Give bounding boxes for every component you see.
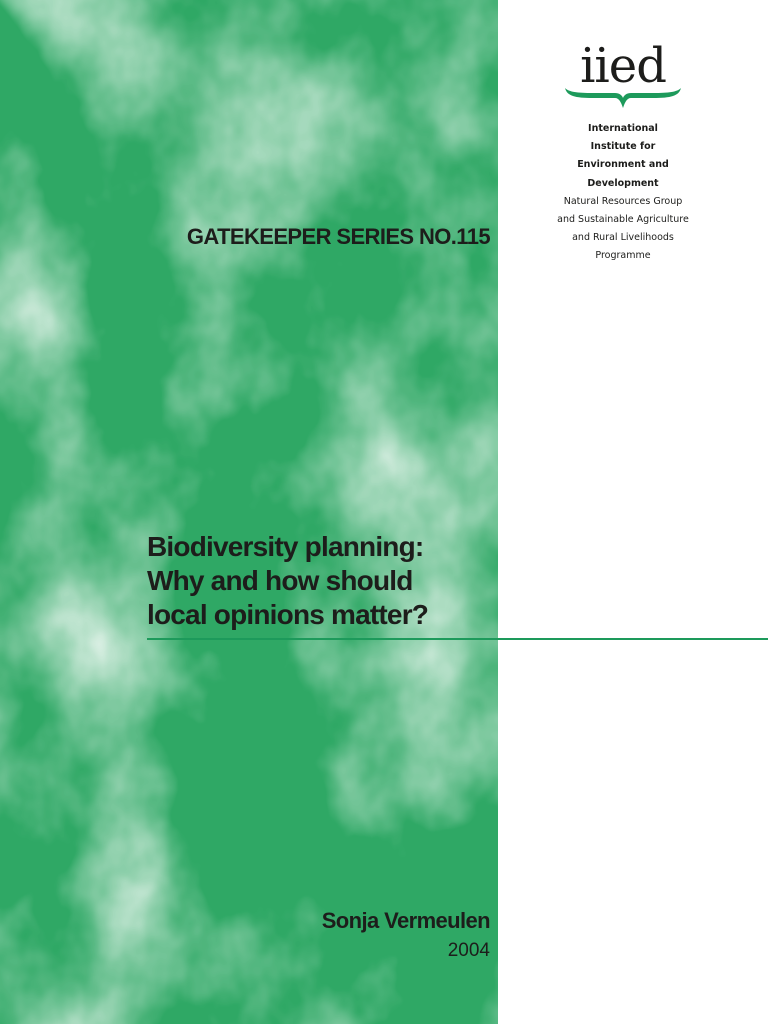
- institute-name-line: Institute for: [590, 141, 656, 153]
- institute-name-line: Development: [587, 177, 659, 189]
- logo-wordmark: iied: [580, 38, 666, 94]
- title-divider: [147, 638, 768, 640]
- book-title-line: Biodiversity planning:: [147, 531, 424, 562]
- institute-block: [518, 120, 728, 266]
- book-title-line: Why and how should: [147, 565, 413, 596]
- programme-line: and Rural Livelihoods: [572, 232, 674, 244]
- author-name: Sonja Vermeulen: [321, 908, 490, 933]
- logo-swoosh-icon: [563, 84, 683, 112]
- series-title: GATEKEEPER SERIES NO.115: [186, 224, 490, 249]
- iied-logo: [563, 36, 683, 116]
- programme-line: Programme: [595, 250, 651, 262]
- programme-line: Natural Resources Group: [563, 195, 683, 207]
- book-title-line: local opinions matter?: [147, 599, 429, 630]
- programme-line: and Sustainable Agriculture: [557, 214, 689, 226]
- book-title: [147, 530, 487, 632]
- institute-name-line: International: [588, 123, 658, 134]
- institute-name-line: Environment and: [577, 159, 669, 171]
- publication-year: 2004: [447, 940, 490, 961]
